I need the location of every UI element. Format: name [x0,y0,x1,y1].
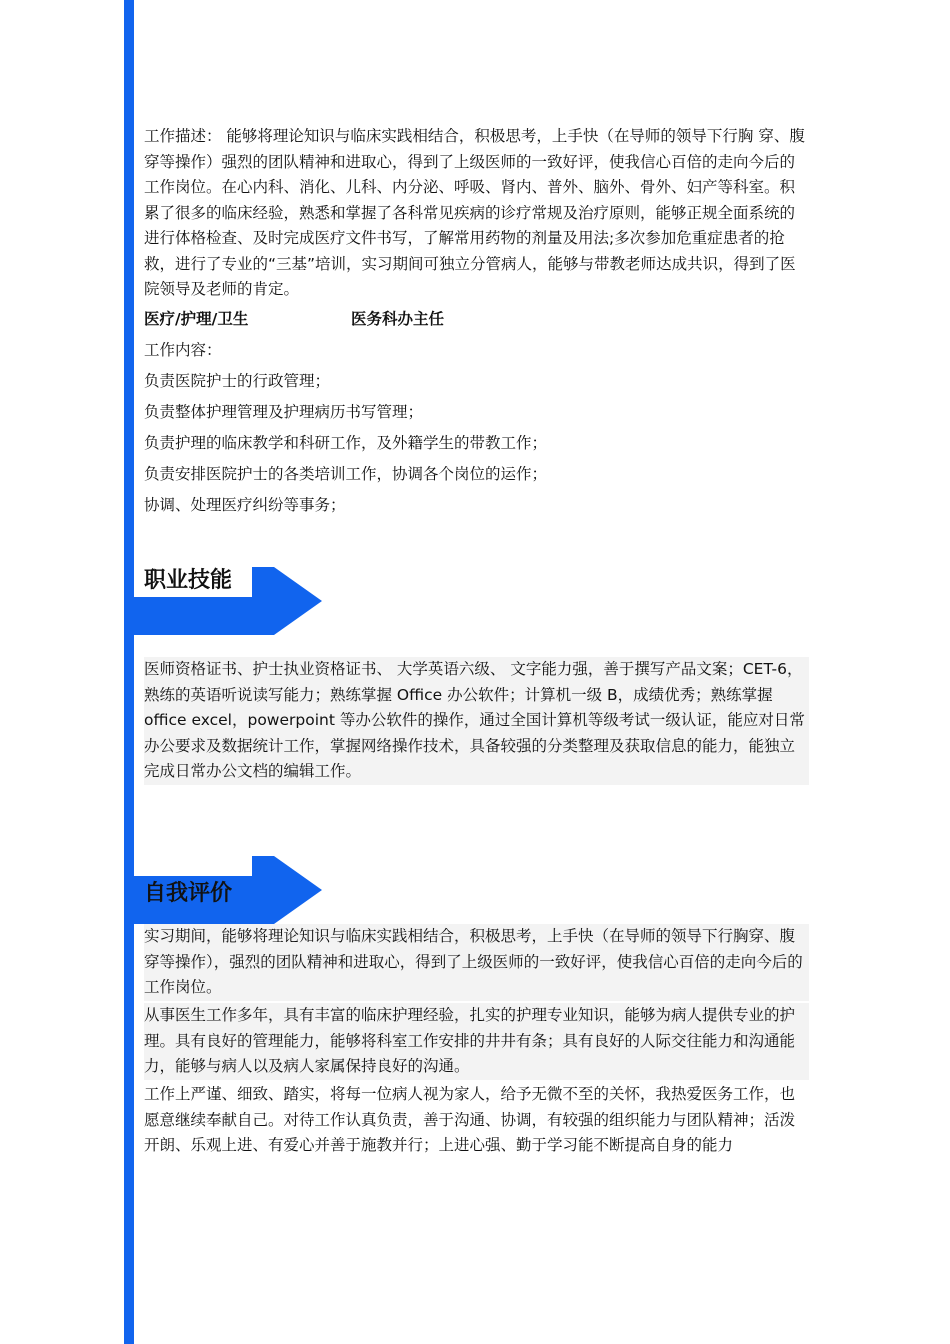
left-accent-bar [124,0,134,1344]
work-content-label: 工作内容： [144,341,222,359]
self-eval-section-header [134,856,324,924]
self-eval-paragraph: 实习期间，能够将理论知识与临床实践相结合，积极思考，上手快（在导师的领导下行胸穿、腹穿等操作），强烈的团队精神和进取心，得到了上级医师的一致好评，使我信心百倍的走向今后的工作岗位。 [144,924,809,1001]
duty-item: 负责安排医院护士的各类培训工作，协调各个岗位的运作； [144,465,548,483]
work-description: 工作描述： 能够将理论知识与临床实践相结合，积极思考，上手快（在导师的领导下行胸 穿、腹穿等操作）强烈的团队精神和进取心，得到了上级医师的一致好评，使我信心百倍的走向今后的工作岗位。在心内科、消化、儿科、内分泌、呼吸、肾内、普外、脑外、骨外、妇产等科室。积累了很多的临床经验，熟悉和掌握了各科常见疾病的诊疗常规及治疗原则，能够正规全面系统的进行体格检查、及时完成医疗文件书写，了解常用药物的剂量及用法;多次参加危重症患者的抢救，进行了专业的“三基”培训，实习期间可独立分管病人，能够与带教老师达成共识，得到了医院领导及老师的肯定。 [144,127,805,298]
duty-item: 负责整体护理管理及护理病历书写管理； [144,403,424,421]
skills-title: 职业技能 [144,568,233,593]
work-position: 医务科办主任 [351,310,445,328]
self-eval-paragraph: 工作上严谨、细致、踏实，将每一位病人视为家人，给予无微不至的关怀，我热爱医务工作，也愿意继续奉献自己。对待工作认真负责，善于沟通、协调，有较强的组织能力与团队精神；活泼开朗、乐观上进、有爱心并善于施教并行；上进心强、勤于学习能不断提高自身的能力 [144,1085,796,1154]
self-eval-paragraph: 从事医生工作多年，具有丰富的临床护理经验，扎实的护理专业知识，能够为病人提供专业的护理。具有良好的管理能力，能够将科室工作安排的井井有条；具有良好的人际交往能力和沟通能力，能够与病人以及病人家属保持良好的沟通。 [144,1003,809,1080]
self-eval-title: 自我评价 [144,881,233,906]
duty-item: 负责医院护士的行政管理； [144,372,331,390]
duty-item: 协调、处理医疗纠纷等事务； [144,496,346,514]
skills-text: 医师资格证书、护士执业资格证书、 大学英语六级、 文字能力强，善于撰写产品文案；CET-6，熟练的英语听说读写能力；熟练掌握 Office 办公软件；计算机一级 B，成绩优秀；熟练掌握 office excel，powerpoint 等办公软件的操作，通过全国计算机等级考试一级认证，能应对日常办公要求及数据统计工作，掌握网络操作技术，具备较强的分类整理及获取信息的能力，能独立完成日常办公文档的编辑工作。 [144,657,809,785]
skills-section-header [134,567,324,635]
duty-item: 负责护理的临床教学和科研工作，及外籍学生的带教工作； [144,434,548,452]
work-industry: 医疗/护理/卫生 [144,310,249,328]
